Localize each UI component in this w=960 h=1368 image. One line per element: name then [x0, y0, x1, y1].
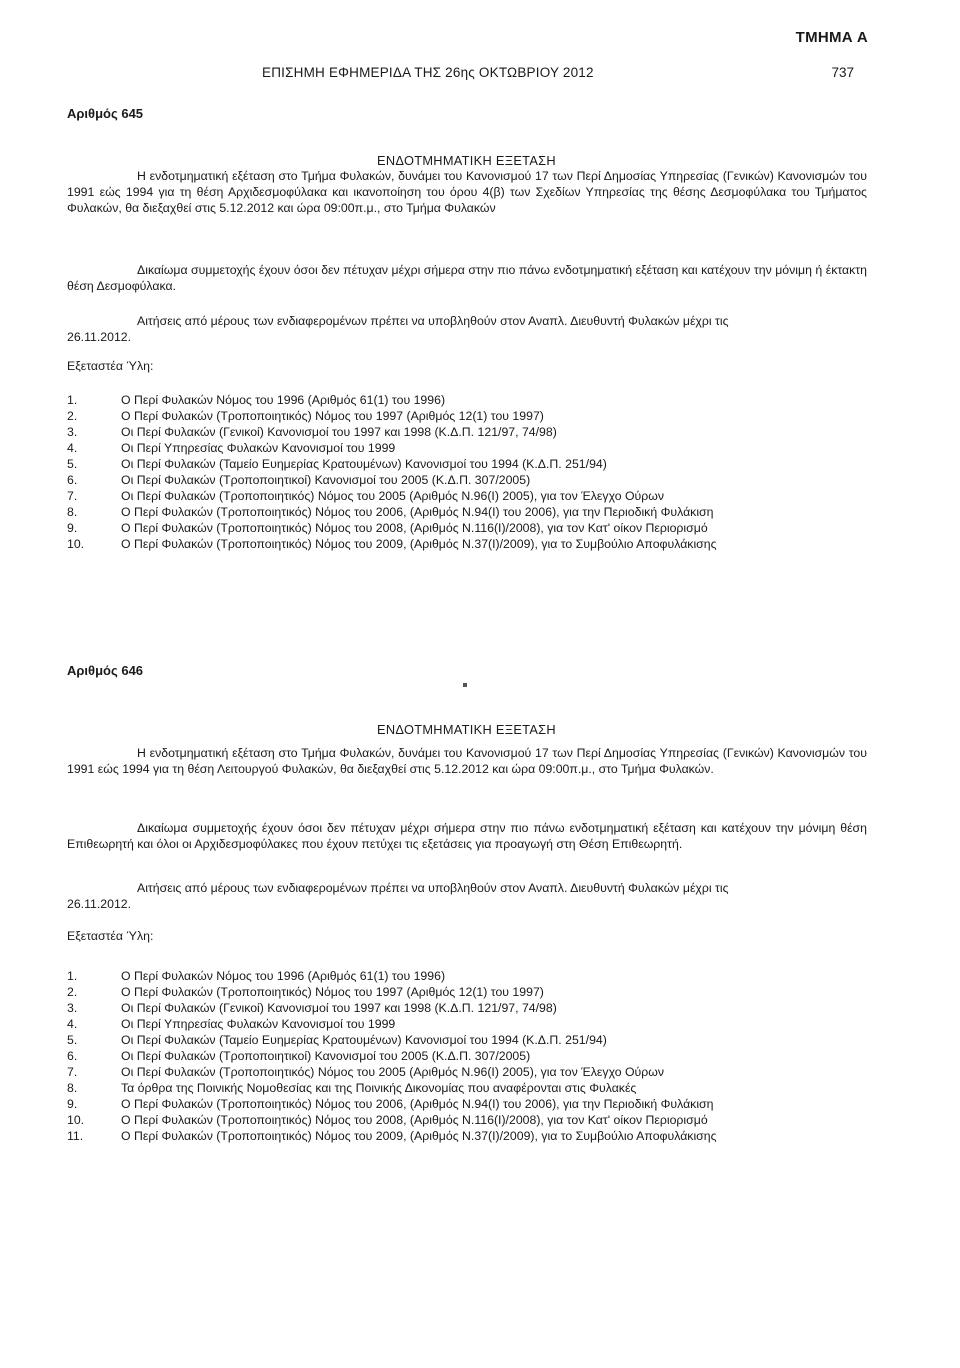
notice-number: Αριθμός 646 [67, 663, 144, 678]
notice-title: ΕΝΔΟΤΜΗΜΑΤΙΚΗ ΕΞΕΤΑΣΗ [377, 722, 556, 737]
item-number: 5. [67, 457, 78, 471]
exam-material-item [67, 408, 867, 424]
scan-mark [463, 683, 467, 687]
exam-material-item [67, 536, 867, 552]
item-text: Ο Περί Φυλακών (Τροποποιητικός) Νόμος του 2006, (Αριθμός Ν.94(Ι) του 2006), για την Περιοδική Φυλάκιση [121, 505, 714, 519]
notice-paragraph: Δικαίωμα συμμετοχής έχουν όσοι δεν πέτυχαν μέχρι σήμερα στην πιο πάνω ενδοτμηματική εξέταση και κατέχουν την μόνιμη ή έκτακτη θέση Δεσμοφύλακα. [67, 263, 867, 293]
notice-paragraph: Αιτήσεις από μέρους των ενδιαφερομένων πρέπει να υποβληθούν στον Αναπλ. Διευθυντή Φυλακών μέχρι τις [137, 314, 729, 328]
item-number: 9. [67, 521, 78, 535]
notice-paragraph: Η ενδοτμηματική εξέταση στο Τμήμα Φυλακών, δυνάμει του Κανονισμού 17 των Περί Δημοσίας Υπηρεσίας (Γενικών) Κανονισμών του 1991 εώς 1994 για τη θέση Λειτουργού Φυλακών, θα διεξαχθεί στις 5.12.2012 και ώρα 09:00π.μ., στο Τμήμα Φυλακών. [67, 746, 867, 776]
exam-material-item [67, 1048, 867, 1064]
item-number: 10. [67, 537, 85, 551]
exam-material-item [67, 1000, 867, 1016]
item-text: Οι Περί Φυλακών (Τροποποιητικός) Νόμος του 2005 (Αριθμός Ν.96(Ι) 2005), για τον Έλεγχο Ούρων [121, 1065, 664, 1079]
exam-material-item [67, 488, 867, 504]
exam-material-label: Εξεταστέα Ύλη: [67, 359, 154, 373]
item-text: Ο Περί Φυλακών Νόμος του 1996 (Αριθμός 61(1) του 1996) [121, 393, 446, 407]
exam-material-item [67, 1096, 867, 1112]
item-number: 3. [67, 425, 78, 439]
item-number: 2. [67, 409, 78, 423]
notice-paragraph-date: 26.11.2012. [67, 330, 132, 344]
notice-title: ΕΝΔΟΤΜΗΜΑΤΙΚΗ ΕΞΕΤΑΣΗ [377, 153, 556, 168]
item-number: 9. [67, 1097, 78, 1111]
item-number: 3. [67, 1001, 78, 1015]
item-number: 7. [67, 489, 78, 503]
item-text: Οι Περί Υπηρεσίας Φυλακών Κανονισμοί του 1999 [121, 441, 396, 455]
item-text: Ο Περί Φυλακών (Τροποποιητικός) Νόμος του 1997 (Αριθμός 12(1) του 1997) [121, 409, 544, 423]
item-number: 8. [67, 1081, 78, 1095]
item-number: 2. [67, 985, 78, 999]
item-text: Ο Περί Φυλακών (Τροποποιητικός) Νόμος του 2008, (Αριθμός Ν.116(Ι)/2008), για τον Κατ' οίκον Περιορισμό [121, 1113, 708, 1127]
exam-material-label: Εξεταστέα Ύλη: [67, 929, 154, 943]
notice-paragraph: Η ενδοτμηματική εξέταση στο Τμήμα Φυλακών, δυνάμει του Κανονισμού 17 των Περί Δημοσίας Υπηρεσίας (Γενικών) Κανονισμών του 1991 εώς 1994 για τη θέση Αρχιδεσμοφύλακα και ικανοποίηση του όρου 4(β) των Σχεδίων Υπηρεσίας της θέσης Δεσμοφύλακα του Τμήματος Φυλακών, θα διεξαχθεί στις 5.12.2012 και ώρα 09:00π.μ., στο Τμήμα Φυλακών [67, 169, 867, 215]
item-text: Ο Περί Φυλακών (Τροποποιητικός) Νόμος του 1997 (Αριθμός 12(1) του 1997) [121, 985, 544, 999]
exam-material-list [67, 968, 867, 1144]
item-text: Οι Περί Φυλακών (Τροποποιητικός) Νόμος του 2005 (Αριθμός Ν.96(Ι) 2005), για τον Έλεγχο Ούρων [121, 489, 664, 503]
item-number: 7. [67, 1065, 78, 1079]
exam-material-item [67, 440, 867, 456]
item-text: Οι Περί Υπηρεσίας Φυλακών Κανονισμοί του 1999 [121, 1017, 396, 1031]
item-text: Οι Περί Φυλακών (Ταμείο Ευημερίας Κρατουμένων) Κανονισμοί του 1994 (Κ.Δ.Π. 251/94) [121, 457, 607, 471]
section-label: ΤΜΗΜΑ Α [795, 29, 868, 46]
item-text: Οι Περί Φυλακών (Τροποποιητικοί) Κανονισμοί του 2005 (Κ.Δ.Π. 307/2005) [121, 473, 531, 487]
exam-material-item [67, 472, 867, 488]
exam-material-item [67, 1128, 867, 1144]
exam-material-item [67, 984, 867, 1000]
notice-number: Αριθμός 645 [67, 106, 144, 121]
item-number: 11. [67, 1129, 84, 1143]
item-text: Οι Περί Φυλακών (Γενικοί) Κανονισμοί του 1997 και 1998 (Κ.Δ.Π. 121/97, 74/98) [121, 425, 557, 439]
page-number: 737 [831, 65, 854, 80]
item-text: Ο Περί Φυλακών (Τροποποιητικός) Νόμος του 2006, (Αριθμός Ν.94(Ι) του 2006), για την Περιοδική Φυλάκιση [121, 1097, 714, 1111]
item-number: 1. [67, 393, 78, 407]
item-number: 4. [67, 1017, 78, 1031]
item-text: Τα όρθρα της Ποινικής Νομοθεσίας και της Ποινικής Δικονομίας που αναφέρονται στις Φυλακές [121, 1081, 637, 1095]
exam-material-item [67, 1080, 867, 1096]
item-number: 6. [67, 473, 78, 487]
item-text: Οι Περί Φυλακών (Ταμείο Ευημερίας Κρατουμένων) Κανονισμοί του 1994 (Κ.Δ.Π. 251/94) [121, 1033, 607, 1047]
gazette-title: ΕΠΙΣΗΜΗ ΕΦΗΜΕΡΙΔΑ ΤΗΣ 26ης ΟΚΤΩΒΡΙΟΥ 2012 [262, 65, 594, 80]
item-number: 8. [67, 505, 78, 519]
exam-material-item [67, 424, 867, 440]
exam-material-item [67, 504, 867, 520]
exam-material-item [67, 1016, 867, 1032]
item-text: Ο Περί Φυλακών (Τροποποιητικός) Νόμος του 2009, (Αριθμός Ν.37(Ι)/2009), για το Συμβούλιο Αποφυλάκισης [121, 537, 717, 551]
exam-material-item [67, 456, 867, 472]
notice-paragraph: Αιτήσεις από μέρους των ενδιαφερομένων πρέπει να υποβληθούν στον Αναπλ. Διευθυντή Φυλακών μέχρι τις [137, 881, 729, 895]
item-number: 4. [67, 441, 78, 455]
exam-material-item [67, 1032, 867, 1048]
exam-material-item [67, 1112, 867, 1128]
notice-paragraph-date: 26.11.2012. [67, 897, 132, 911]
item-number: 10. [67, 1113, 85, 1127]
item-text: Ο Περί Φυλακών Νόμος του 1996 (Αριθμός 61(1) του 1996) [121, 969, 446, 983]
item-number: 6. [67, 1049, 78, 1063]
item-number: 1. [67, 969, 78, 983]
item-text: Ο Περί Φυλακών (Τροποποιητικός) Νόμος του 2008, (Αριθμός Ν.116(Ι)/2008), για τον Κατ' οίκον Περιορισμό [121, 521, 708, 535]
exam-material-item [67, 968, 867, 984]
item-number: 5. [67, 1033, 78, 1047]
item-text: Ο Περί Φυλακών (Τροποποιητικός) Νόμος του 2009, (Αριθμός Ν.37(Ι)/2009), για το Συμβούλιο Αποφυλάκισης [121, 1129, 717, 1143]
exam-material-item [67, 1064, 867, 1080]
exam-material-item [67, 520, 867, 536]
exam-material-list [67, 392, 867, 552]
item-text: Οι Περί Φυλακών (Γενικοί) Κανονισμοί του 1997 και 1998 (Κ.Δ.Π. 121/97, 74/98) [121, 1001, 557, 1015]
notice-paragraph: Δικαίωμα συμμετοχής έχουν όσοι δεν πέτυχαν μέχρι σήμερα στην πιο πάνω ενδοτμηματική εξέταση και κατέχουν την μόνιμη θέση Επιθεωρητή και όλοι οι Αρχιδεσμοφύλακες που έχουν πετύχει τις εξετάσεις για προαγωγή στη Θέση Επιθεωρητή. [67, 821, 867, 851]
item-text: Οι Περί Φυλακών (Τροποποιητικοί) Κανονισμοί του 2005 (Κ.Δ.Π. 307/2005) [121, 1049, 531, 1063]
exam-material-item [67, 392, 867, 408]
